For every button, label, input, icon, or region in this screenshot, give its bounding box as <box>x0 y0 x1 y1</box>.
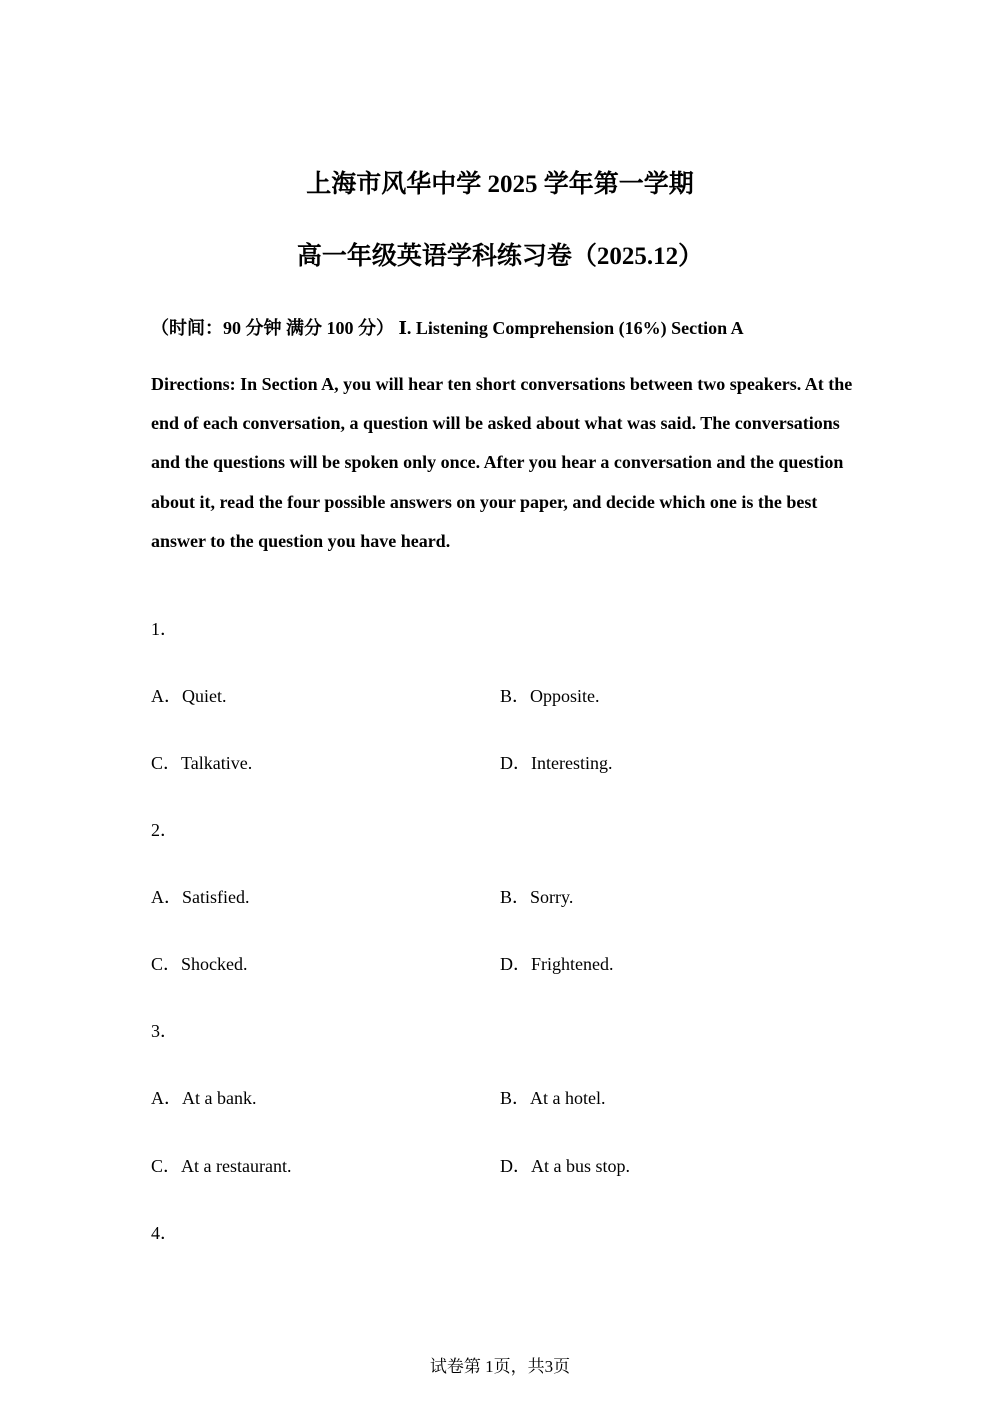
option-letter: B． <box>500 1088 531 1108</box>
option-letter: A． <box>151 1088 182 1108</box>
option-letter: C． <box>151 1156 182 1176</box>
option-letter: B． <box>500 686 531 706</box>
option-letter: B． <box>500 887 531 907</box>
option-c <box>151 1153 291 1179</box>
option-text: Shocked. <box>181 954 248 974</box>
option-letter: C． <box>151 954 182 974</box>
option-letter: C． <box>151 753 182 773</box>
page-footer: 试卷第 1页，共3页 <box>429 1357 571 1376</box>
option-d <box>500 951 614 977</box>
option-b <box>500 1085 606 1111</box>
directions-paragraph: Directions: In Section A, you will hear ten short conversations between two speakers. At the end of each conversation, a question will be asked about what was said. The conversations and the questions will be spoken only once. After you hear a conversation and the question about it, read the four possible answers on your paper, and decide which one is the best answer to the question you have heard. <box>151 374 853 551</box>
question-number: 1． <box>151 619 178 639</box>
option-letter: D． <box>500 753 531 773</box>
option-b <box>500 683 600 709</box>
option-b <box>500 884 573 910</box>
option-text: At a hotel. <box>530 1088 606 1108</box>
option-text: At a bus stop. <box>531 1156 630 1176</box>
option-text: Opposite. <box>530 686 600 706</box>
option-text: At a bank. <box>182 1088 257 1108</box>
exam-info-line: （时间：90 分钟 满分 100 分） Ⅰ. Listening Comprehension (16%) Section A <box>151 318 744 338</box>
option-letter: A． <box>151 887 182 907</box>
question-number: 3． <box>151 1021 178 1041</box>
option-text: Talkative. <box>181 753 253 773</box>
option-c <box>151 750 252 776</box>
option-a <box>151 683 227 709</box>
option-text: Satisfied. <box>182 887 250 907</box>
exam-title-line-1: 上海市风华中学 2025 学年第一学期 <box>306 171 694 198</box>
option-d <box>500 1153 630 1179</box>
option-c <box>151 951 248 977</box>
option-text: Interesting. <box>531 753 613 773</box>
option-text: Sorry. <box>530 887 574 907</box>
option-d <box>500 750 612 776</box>
question-number: 4． <box>151 1223 178 1243</box>
option-text: Frightened. <box>531 954 614 974</box>
question-number: 2． <box>151 820 178 840</box>
option-text: Quiet. <box>182 686 227 706</box>
option-letter: A． <box>151 686 182 706</box>
option-letter: D． <box>500 954 531 974</box>
option-a <box>151 884 250 910</box>
exam-title-line-2: 高一年级英语学科练习卷（2025.12） <box>296 243 704 270</box>
option-text: At a restaurant. <box>181 1156 292 1176</box>
option-letter: D． <box>500 1156 531 1176</box>
option-a <box>151 1085 256 1111</box>
